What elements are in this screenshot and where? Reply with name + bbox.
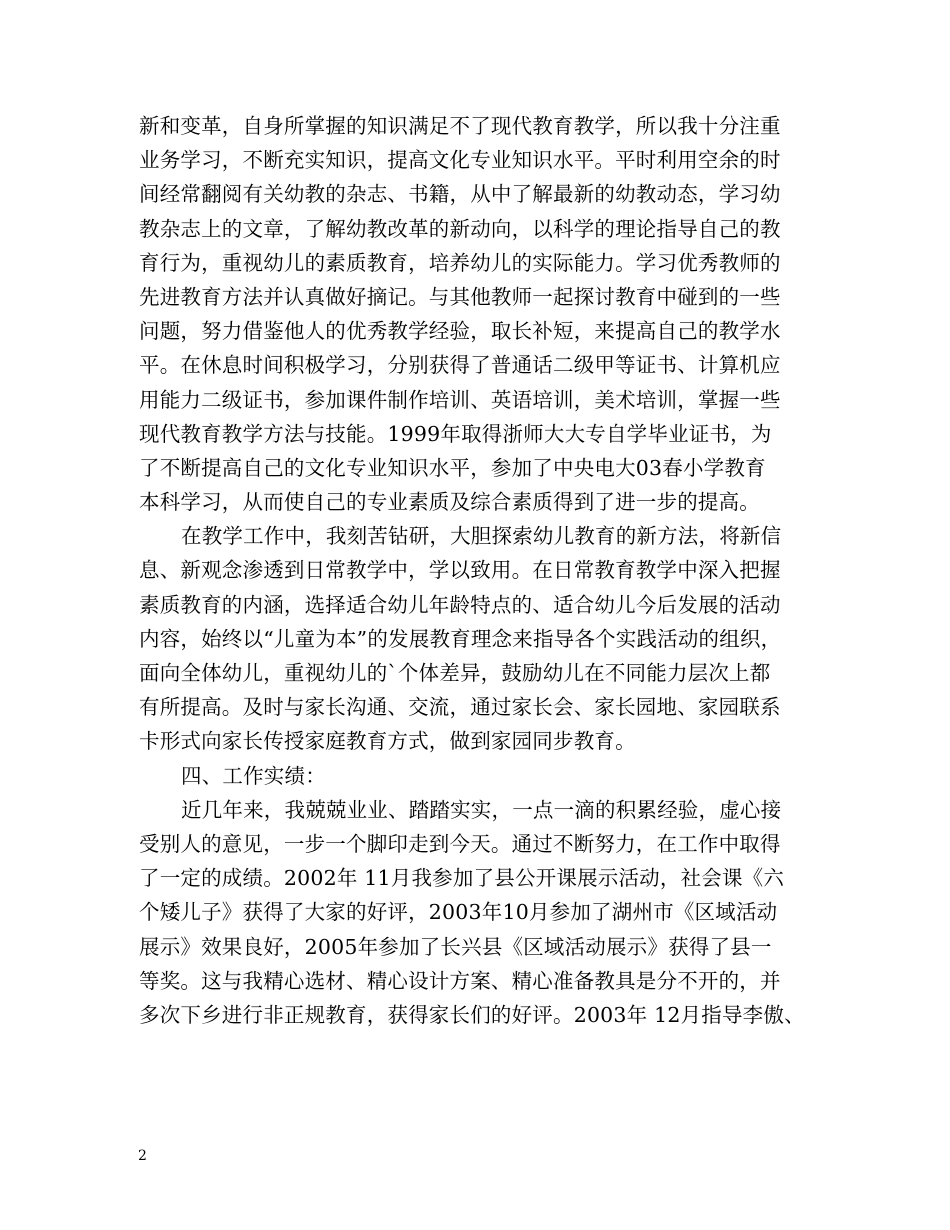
section-heading: 四、工作实绩：	[181, 763, 326, 788]
text-line: 展示》效果良好，2005年参加了长兴县《区域活动展示》获得了县一	[139, 934, 772, 959]
text-line: 个矮儿子》获得了大家的好评，2003年10月参加了湖州市《区域活动	[139, 900, 778, 925]
text-line: 平。在休息时间积极学习，分别获得了普通话二级甲等证书、计算机应	[139, 353, 781, 378]
text-line: 了一定的成绩。2002年 11月我参加了县公开课展示活动，社会课《六	[139, 866, 785, 891]
text-line: 业务学习，不断充实知识，提高文化专业知识水平。平时利用空余的时	[139, 148, 781, 173]
text-line: 受别人的意见，一步一个脚印走到今天。通过不断努力，在工作中取得	[139, 831, 781, 856]
text-line: 息、新观念渗透到日常教学中，学以致用。在日常教育教学中深入把握	[139, 558, 781, 583]
paragraph-start-line: 在教学工作中，我刻苦钻研，大胆探索幼儿教育的新方法，将新信	[181, 524, 782, 549]
text-line: 面向全体幼儿，重视幼儿的`个体差异，鼓励幼儿在不同能力层次上都	[139, 661, 771, 685]
text-line: 问题，努力借鉴他人的优秀教学经验，取长补短，来提高自己的教学水	[139, 319, 781, 344]
text-line: 本科学习，从而使自己的专业素质及综合素质得到了进一步的提高。	[139, 490, 760, 515]
text-line: 用能力二级证书，参加课件制作培训、英语培训，美术培训，掌握一些	[139, 387, 781, 412]
text-line: 内容，始终以“儿童为本”的发展教育理念来指导各个实践活动的组织，	[139, 626, 782, 651]
text-line: 教杂志上的文章，了解幼教改革的新动向，以科学的理论指导自己的教	[139, 216, 781, 241]
text-line: 现代教育教学方法与技能。1999年取得浙师大大专自学毕业证书，为	[139, 421, 772, 446]
text-line: 先进教育方法并认真做好摘记。与其他教师一起探讨教育中碰到的一些	[139, 284, 781, 309]
body-text	[139, 109, 819, 1032]
paragraph-start-line: 近几年来，我兢兢业业、踏踏实实，一点一滴的积累经验，虚心接	[181, 797, 782, 822]
text-line: 新和变革，自身所掌握的知识满足不了现代教育教学，所以我十分注重	[139, 114, 781, 138]
text-line: 等奖。这与我精心选材、精心设计方案、精心准备教具是分不开的，并	[139, 968, 781, 993]
text-line: 了不断提高自己的文化专业知识水平，参加了中央电大03春小学教育	[139, 455, 766, 480]
text-line: 多次下乡进行非正规教育，获得家长们的好评。2003年 12月指导李傲、	[139, 1002, 805, 1027]
page-number: 2	[138, 1148, 147, 1164]
text-line: 间经常翻阅有关幼教的杂志、书籍，从中了解最新的幼教动态，学习幼	[139, 182, 781, 207]
text-line: 有所提高。及时与家长沟通、交流，通过家长会、家长园地、家园联系	[139, 695, 781, 720]
text-line: 育行为，重视幼儿的素质教育，培养幼儿的实际能力。学习优秀教师的	[139, 250, 781, 275]
text-line: 卡形式向家长传授家庭教育方式，做到家园同步教育。	[139, 729, 636, 754]
text-line: 素质教育的内涵，选择适合幼儿年龄特点的、适合幼儿今后发展的活动	[139, 592, 781, 617]
